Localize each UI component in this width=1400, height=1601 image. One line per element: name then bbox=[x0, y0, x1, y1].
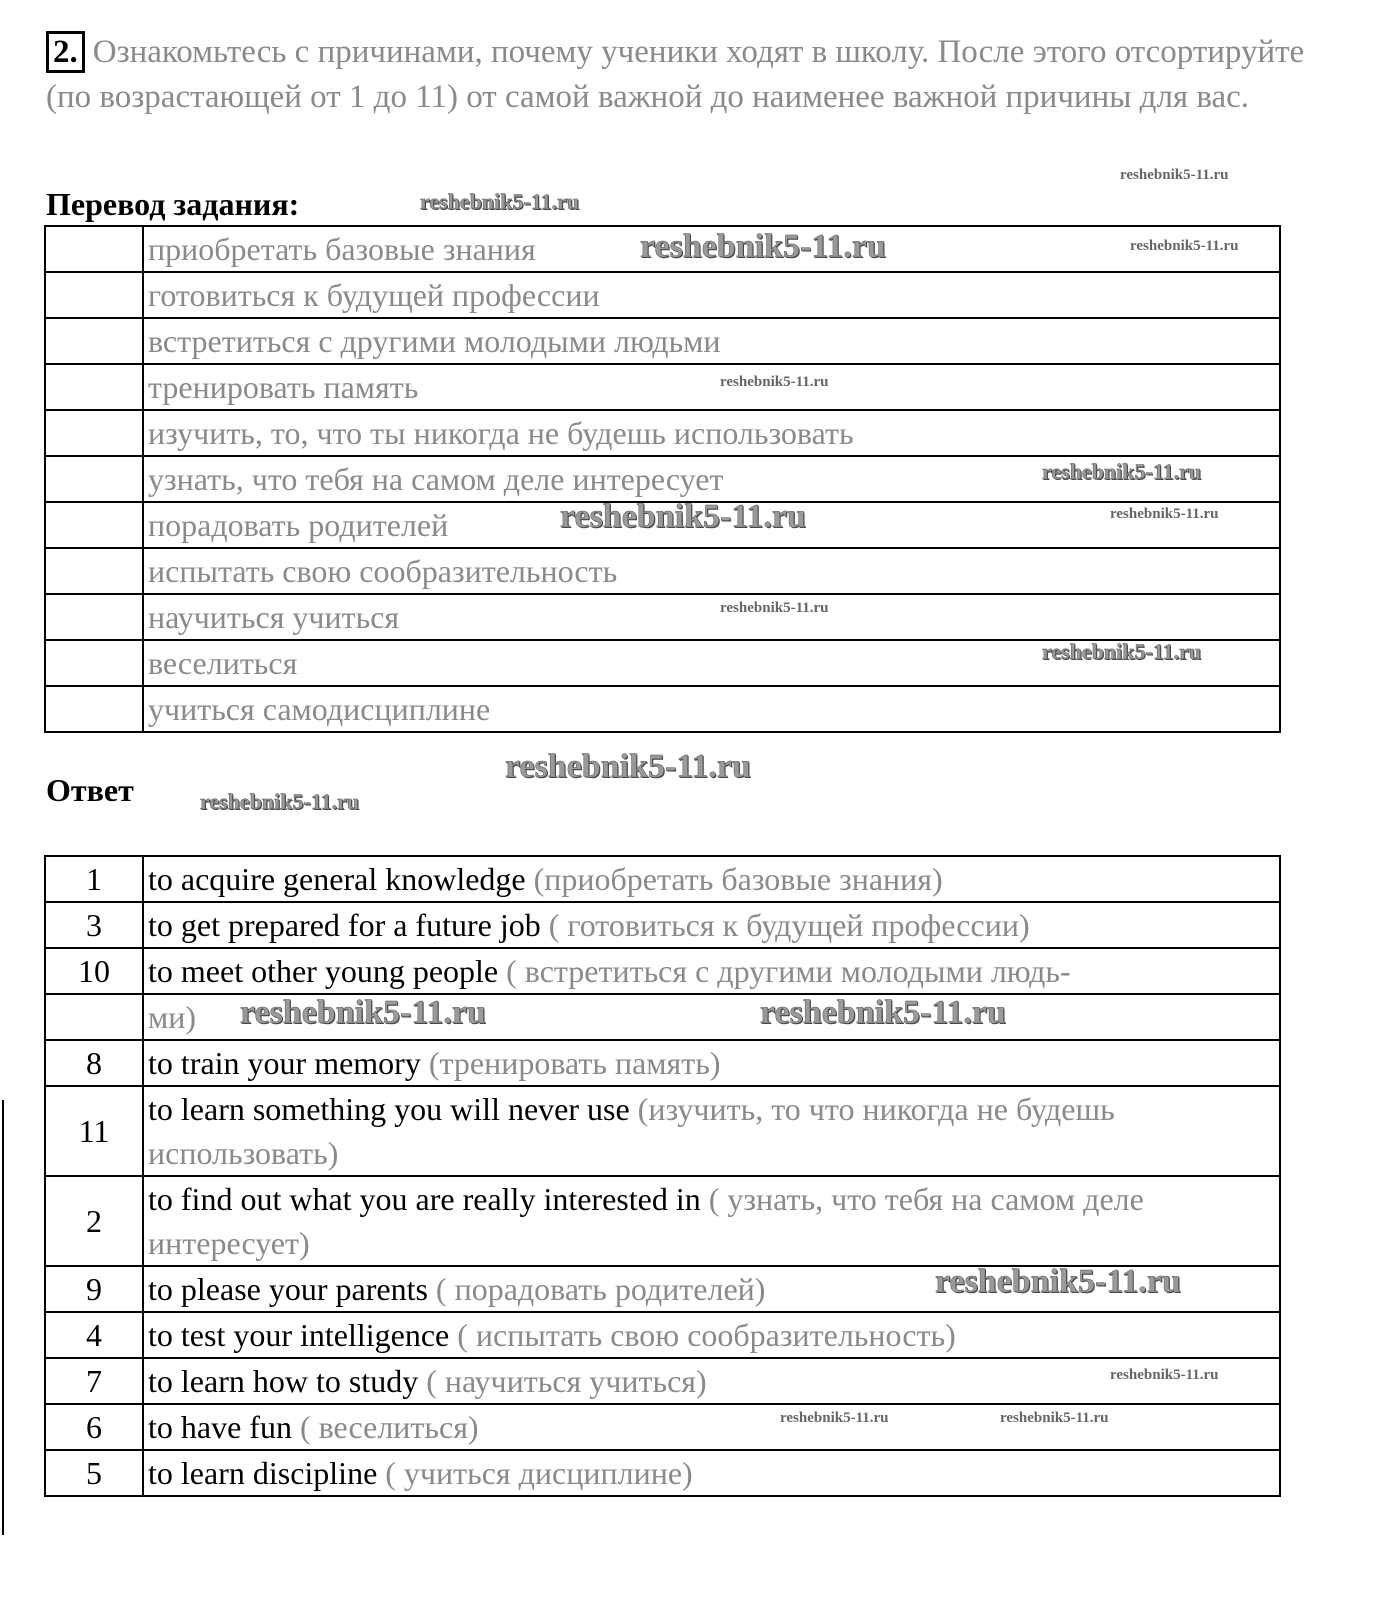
rank-cell-empty bbox=[45, 456, 143, 502]
rank-cell: 9 bbox=[45, 1266, 143, 1312]
reason-cell bbox=[143, 948, 1280, 994]
rank-cell: 5 bbox=[45, 1450, 143, 1496]
reason-russian: ( научиться учиться) bbox=[418, 1363, 707, 1399]
reason-english: to have fun bbox=[148, 1409, 292, 1445]
watermark: reshebnik5-11.ru bbox=[560, 498, 806, 535]
watermark: reshebnik5-11.ru bbox=[1110, 506, 1219, 522]
table-row bbox=[45, 994, 1280, 1040]
reason-cell bbox=[143, 1040, 1280, 1086]
reason-english: to meet other young people bbox=[148, 953, 499, 989]
reason-cell: веселиться bbox=[143, 640, 1280, 686]
table-row bbox=[45, 318, 1280, 364]
rank-cell: 4 bbox=[45, 1312, 143, 1358]
reason-cell bbox=[143, 1312, 1280, 1358]
rank-cell-empty bbox=[45, 548, 143, 594]
margin-line bbox=[2, 1100, 4, 1535]
reason-english: to find out what you are really interested in bbox=[148, 1181, 701, 1217]
rank-cell-empty bbox=[45, 272, 143, 318]
reason-russian: ( встретиться с другими молодыми людь- bbox=[498, 953, 1071, 989]
watermark: reshebnik5-11.ru bbox=[1130, 238, 1239, 254]
rank-cell: 8 bbox=[45, 1040, 143, 1086]
reason-cell: порадовать родителей bbox=[143, 502, 1280, 548]
table-row bbox=[45, 1086, 1280, 1176]
table-row bbox=[45, 410, 1280, 456]
reason-english: to test your intelligence bbox=[148, 1317, 450, 1353]
reason-cell bbox=[143, 1404, 1280, 1450]
watermark: reshebnik5-11.ru bbox=[1000, 1410, 1109, 1426]
reason-russian: (изучить, то что никогда не будешь использовать) bbox=[148, 1091, 1115, 1171]
reason-cell: научиться учиться bbox=[143, 594, 1280, 640]
reason-russian: ( готовиться к будущей профессии) bbox=[540, 907, 1030, 943]
rank-cell: 1 bbox=[45, 856, 143, 902]
rank-cell-empty bbox=[45, 640, 143, 686]
task-number: 2. bbox=[46, 31, 85, 73]
reason-russian: ( учиться дисциплине) bbox=[377, 1455, 693, 1491]
watermark: reshebnik5-11.ru bbox=[935, 1263, 1181, 1300]
task-statement bbox=[46, 30, 1306, 120]
rank-cell-empty bbox=[45, 226, 143, 272]
reason-cell bbox=[143, 1450, 1280, 1496]
table-row bbox=[45, 1358, 1280, 1404]
reason-cell: изучить, то, что ты никогда не будешь использовать bbox=[143, 410, 1280, 456]
reason-english: to learn something you will never use bbox=[148, 1091, 630, 1127]
watermark: reshebnik5-11.ru bbox=[420, 189, 580, 214]
table-row bbox=[45, 1176, 1280, 1266]
rank-cell-empty bbox=[45, 594, 143, 640]
rank-cell-empty bbox=[45, 502, 143, 548]
watermark: reshebnik5-11.ru bbox=[240, 994, 486, 1031]
reason-russian: ( узнать, что тебя на самом деле интересует) bbox=[148, 1181, 1144, 1261]
reason-cell: узнать, что тебя на самом деле интересует bbox=[143, 456, 1280, 502]
reason-english: to please your parents bbox=[148, 1271, 428, 1307]
table-row bbox=[45, 1312, 1280, 1358]
reason-russian: ( порадовать родителей) bbox=[427, 1271, 766, 1307]
watermark: reshebnik5-11.ru bbox=[720, 374, 829, 390]
translation-heading: Перевод задания: bbox=[46, 186, 300, 222]
reason-cell: учиться самодисциплине bbox=[143, 686, 1280, 732]
table-row bbox=[45, 548, 1280, 594]
rank-cell bbox=[45, 994, 143, 1040]
reason-english: to acquire general knowledge bbox=[148, 861, 526, 897]
rank-cell-empty bbox=[45, 686, 143, 732]
reason-russian: (приобретать базовые знания) bbox=[525, 861, 943, 897]
watermark: reshebnik5-11.ru bbox=[1042, 639, 1202, 664]
answer-table bbox=[44, 855, 1281, 1497]
table-row bbox=[45, 1040, 1280, 1086]
watermark: reshebnik5-11.ru bbox=[760, 994, 1006, 1031]
watermark: reshebnik5-11.ru bbox=[1042, 459, 1202, 484]
table-row bbox=[45, 364, 1280, 410]
reason-english: to learn how to study bbox=[148, 1363, 419, 1399]
rank-cell: 10 bbox=[45, 948, 143, 994]
reason-cell bbox=[143, 1176, 1280, 1266]
rank-cell: 7 bbox=[45, 1358, 143, 1404]
reason-english: to get prepared for a future job bbox=[148, 907, 541, 943]
reason-cell: приобретать базовые знания bbox=[143, 226, 1280, 272]
reason-cell: готовиться к будущей профессии bbox=[143, 272, 1280, 318]
reason-cell bbox=[143, 1086, 1280, 1176]
rank-cell: 11 bbox=[45, 1086, 143, 1176]
watermark: reshebnik5-11.ru bbox=[1110, 1367, 1219, 1383]
watermark: reshebnik5-11.ru bbox=[505, 748, 751, 785]
rank-cell: 2 bbox=[45, 1176, 143, 1266]
reason-russian: (тренировать память) bbox=[420, 1045, 721, 1081]
table-row bbox=[45, 594, 1280, 640]
table-row bbox=[45, 272, 1280, 318]
table-row bbox=[45, 856, 1280, 902]
rank-cell: 3 bbox=[45, 902, 143, 948]
reason-english: to learn discipline bbox=[148, 1455, 378, 1491]
rank-cell-empty bbox=[45, 364, 143, 410]
table-row bbox=[45, 686, 1280, 732]
reason-cell: испытать свою сообразительность bbox=[143, 548, 1280, 594]
watermark: reshebnik5-11.ru bbox=[640, 228, 886, 265]
rank-cell-empty bbox=[45, 410, 143, 456]
rank-cell-empty bbox=[45, 318, 143, 364]
task-text: Ознакомьтесь с причинами, почему ученики ходят в школу. После этого отсортируйте (по возрастающей от 1 до 11) от самой важной до наименее важной причины для вас. bbox=[46, 34, 1305, 115]
reason-russian: ( веселиться) bbox=[291, 1409, 479, 1445]
table-row bbox=[45, 1450, 1280, 1496]
reason-russian: ( испытать свою сообразительность) bbox=[449, 1317, 956, 1353]
reason-cell bbox=[143, 902, 1280, 948]
rank-cell: 6 bbox=[45, 1404, 143, 1450]
watermark: reshebnik5-11.ru bbox=[200, 789, 360, 814]
reason-cell: встретиться с другими молодыми людьми bbox=[143, 318, 1280, 364]
watermark: reshebnik5-11.ru bbox=[1120, 167, 1229, 183]
reason-russian: ми) bbox=[148, 999, 197, 1035]
table-row bbox=[45, 902, 1280, 948]
reason-english: to train your memory bbox=[148, 1045, 421, 1081]
table-row bbox=[45, 948, 1280, 994]
reason-cell bbox=[143, 856, 1280, 902]
watermark: reshebnik5-11.ru bbox=[720, 600, 829, 616]
watermark: reshebnik5-11.ru bbox=[780, 1410, 889, 1426]
reason-cell: тренировать память bbox=[143, 364, 1280, 410]
answer-heading: Ответ bbox=[46, 772, 134, 808]
